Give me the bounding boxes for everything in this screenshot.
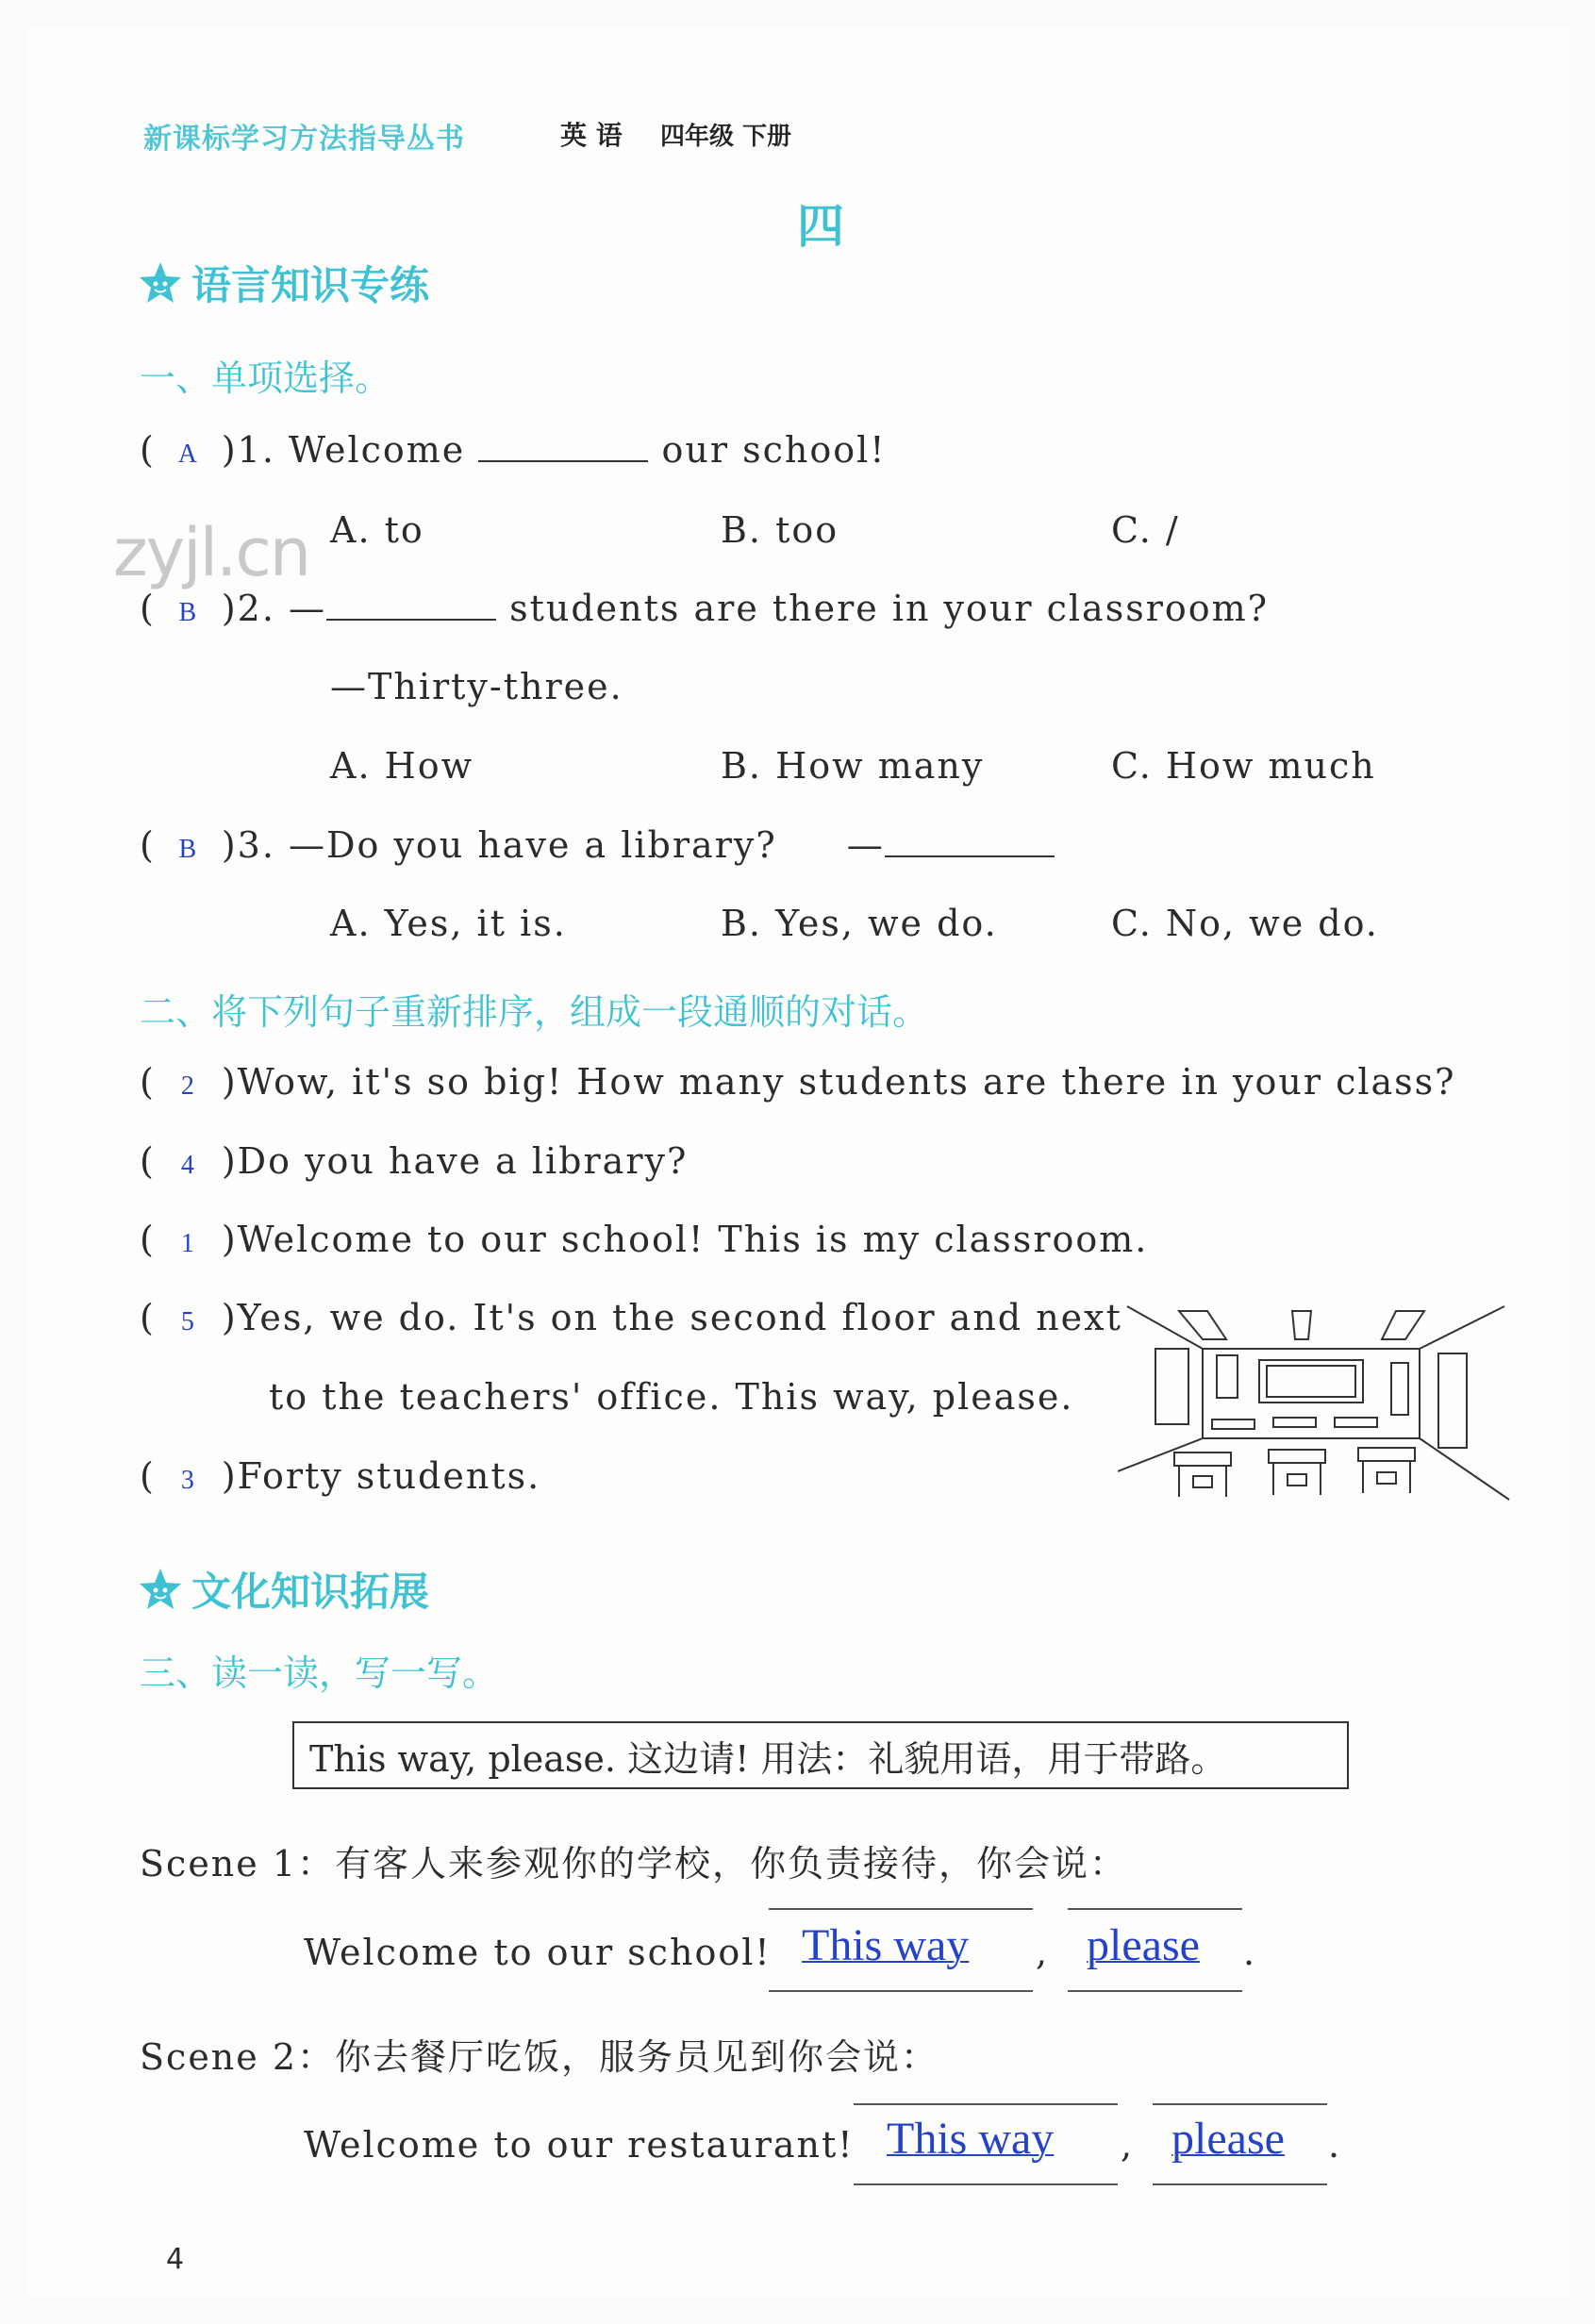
section-heading-language [137,255,429,311]
writing-line [769,1990,1033,1992]
usage-note-text: This way, please. 这边请! 用法：礼貌用语，用于带路。 [309,1737,1227,1780]
question-2: ( B )2. — students are there in your classroom? [140,588,1270,629]
writing-line [1068,1990,1242,1992]
dialogue-item: ( 5 )Yes, we do. It's on the second floor and next [140,1297,1122,1338]
writing-line [1153,2183,1327,2185]
answer-mark: B [178,598,199,627]
period: . [1328,2124,1342,2166]
question-2-reply: —Thirty-three. [330,666,623,707]
section-heading-text: 文化知识拓展 [191,1569,430,1615]
scene-1-answer-2: please [1087,1920,1200,1970]
subject-label: 英 语 [560,120,623,151]
question-3: ( B )3. —Do you have a library? — [140,824,1055,866]
comma: , [1121,2124,1135,2166]
part1-title: 一、单项选择。 [140,357,391,399]
part2-title: 二、将下列句子重新排序，组成一段通顺的对话。 [140,991,929,1033]
section-heading-culture [137,1561,429,1618]
section-heading-text: 语言知识专练 [191,262,430,308]
option-b: B. too [721,509,839,551]
option-c: C. / [1111,509,1180,551]
answer-mark: A [177,440,199,469]
option-c: C. No, we do. [1111,903,1379,944]
dialogue-item: ( 3 )Forty students. [140,1455,541,1497]
star-icon [137,259,184,307]
watermark: zyjl.cn [113,514,310,591]
writing-line [854,2103,1118,2105]
option-c: C. How much [1111,745,1376,787]
scene-1-prompt: Welcome to our school! [304,1932,772,1973]
scene-2-answer-2: please [1171,2114,1285,2164]
scene-1-label: Scene 1：有客人来参观你的学校，你负责接待，你会说： [140,1843,1128,1884]
writing-line [1153,2103,1327,2105]
option-a: A. Yes, it is. [330,903,567,944]
writing-line [769,1908,1033,1910]
writing-line [854,2183,1118,2185]
scene-2-answer-1: This way [887,2114,1055,2164]
part3-title: 三、读一读，写一写。 [140,1652,499,1694]
option-a: A. How [330,745,474,787]
dialogue-item: ( 1 )Welcome to our school! This is my classroom. [140,1219,1149,1260]
classroom-illustration [1118,1297,1514,1509]
book-series-title: 新课标学习方法指导丛书 [143,123,465,156]
dialogue-item-continuation: to the teachers' office. This way, please. [269,1376,1074,1418]
scene-2-label: Scene 2：你去餐厅吃饭，服务员见到你会说： [140,2036,939,2078]
scene-1-answer-1: This way [802,1920,970,1970]
usage-note-box [292,1721,1349,1789]
page-number: 4 [166,2243,185,2276]
star-icon [137,1566,184,1613]
unit-number: 四 [797,199,844,254]
answer-blank [885,855,1055,857]
comma: , [1036,1932,1050,1973]
option-a: A. to [330,509,424,551]
option-b: B. How many [721,745,985,787]
dialogue-item: ( 2 )Wow, it's so big! How many students are there in your class? [140,1061,1456,1103]
question-1: ( A )1. Welcome our school! [140,429,887,471]
answer-mark: B [178,835,199,864]
answer-blank [326,619,496,621]
period: . [1243,1932,1257,1973]
answer-blank [478,460,648,462]
option-b: B. Yes, we do. [721,903,998,944]
grade-label: 四年级 下册 [660,123,792,151]
writing-line [1068,1908,1242,1910]
dialogue-item: ( 4 )Do you have a library? [140,1140,689,1182]
scene-2-prompt: Welcome to our restaurant! [304,2124,855,2166]
